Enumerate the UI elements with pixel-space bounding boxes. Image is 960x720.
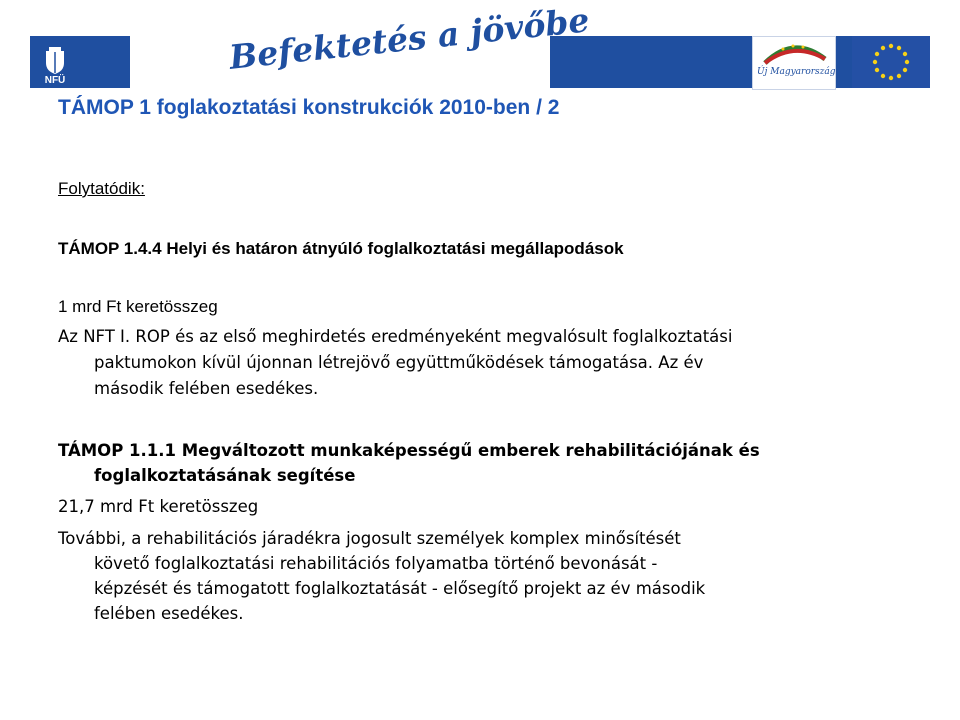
section2-desc-line: képzését és támogatott foglalkoztatását - elősegítő projekt az év második (94, 579, 706, 598)
uj-magyarorszag-logo (752, 36, 836, 90)
rainbow-stars-icon (753, 37, 835, 67)
nfu-logo (36, 38, 74, 86)
section1-desc-line: paktumokon kívül újonnan létrejövő együttműködések támogatása. Az év (94, 353, 704, 372)
coat-of-arms-icon (44, 47, 66, 75)
section2-desc-line: További, a rehabilitációs járadékra jogosult személyek komplex minősítését (58, 529, 681, 548)
section2-desc-line: felében esedékes. (94, 604, 244, 623)
nfu-label: NFÜ (44, 75, 66, 86)
section1-desc-line: második felében esedékes. (94, 379, 319, 398)
page-title: TÁMOP 1 foglakoztatási konstrukciók 2010-ben / 2 (58, 96, 560, 119)
eu-flag (852, 36, 930, 88)
section2-heading: foglalkoztatásának segítése (94, 466, 356, 485)
section1-heading: TÁMOP 1.4.4 Helyi és határon átnyúló foglalkoztatási megállapodások (58, 239, 624, 258)
section1-budget: 1 mrd Ft keretösszeg (58, 297, 218, 316)
slogan-text: Befektetés a jövőbe (227, 0, 592, 77)
uj-magyarorszag-label: Új Magyarország (757, 67, 836, 77)
continues-label: Folytatódik: (58, 179, 145, 198)
eu-stars-icon (852, 36, 930, 88)
section2-desc-line: követő foglalkoztatási rehabilitációs folyamatba történő bevonását - (94, 554, 658, 573)
section2-heading: TÁMOP 1.1.1 Megváltozott munkaképességű emberek rehabilitációjának és (58, 441, 760, 460)
section1-desc-line: Az NFT I. ROP és az első meghirdetés eredményeként megvalósult foglalkoztatási (58, 327, 733, 346)
section2-budget: 21,7 mrd Ft keretösszeg (58, 497, 259, 516)
